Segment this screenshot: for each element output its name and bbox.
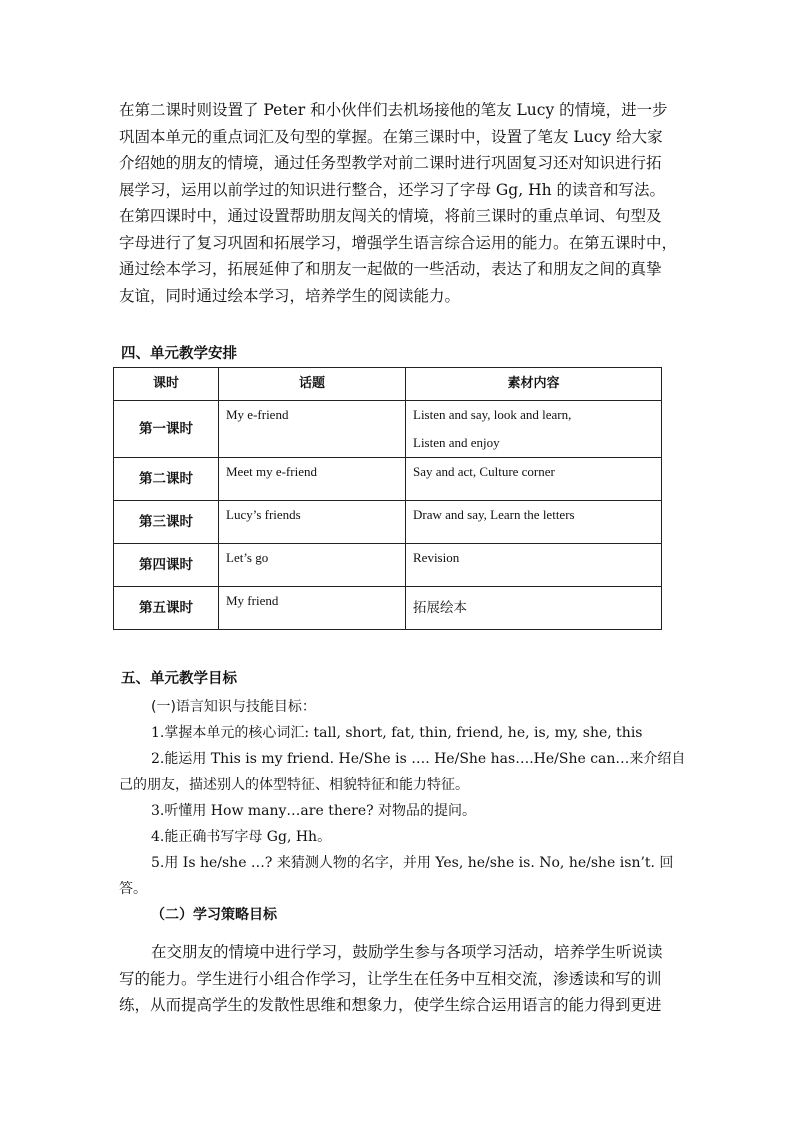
topic-cell: Lucy’s friends (219, 501, 406, 544)
intro-line: 在第四课时中，通过设置帮助朋友闯关的情境，将前三课时的重点单词、句型及 (119, 207, 662, 225)
content-cell: Revision (406, 544, 662, 587)
goal-item: 2.能运用 This is my friend. He/She is …. He/She has….He/She can…来介绍自 (151, 751, 686, 767)
goal-item: 1.掌握本单元的核心词汇: tall, short, fat, thin, friend, he, is, my, she, this (151, 725, 643, 741)
lesson-cell: 第二课时 (114, 458, 219, 501)
goal-item: 4.能正确书写字母 Gg, Hh。 (151, 829, 332, 845)
section5-heading: 五、单元教学目标 (121, 671, 237, 687)
lesson-cell: 第三课时 (114, 501, 219, 544)
intro-paragraph (119, 97, 677, 309)
column-header-topic: 话题 (219, 368, 406, 401)
column-header-content: 素材内容 (406, 368, 662, 401)
strategy-paragraph (119, 939, 677, 1019)
intro-line: 在第二课时则设置了 Peter 和小伙伴们去机场接他的笔友 Lucy 的情境，进一步 (119, 101, 668, 119)
lesson-cell: 第四课时 (114, 544, 219, 587)
goal-item: 5.用 Is he/she …? 来猜测人物的名字，并用 Yes, he/she is. No, he/she isn’t. 回 (151, 855, 674, 871)
strategy-line: 在交朋友的情境中进行学习，鼓励学生参与各项学习活动，培养学生听说读 (151, 943, 663, 961)
table-header-row (114, 368, 662, 401)
table-row (114, 401, 662, 458)
intro-line: 巩固本单元的重点词汇及句型的掌握。在第三课时中，设置了笔友 Lucy 给大家 (119, 127, 663, 146)
topic-cell: Meet my e-friend (219, 458, 406, 501)
topic-cell: My friend (219, 587, 406, 630)
topic-cell: My e-friend (219, 401, 406, 458)
table-row (114, 458, 662, 501)
content-cell: Draw and say, Learn the letters (406, 501, 662, 544)
goals-block (119, 694, 686, 928)
section4-heading: 四、单元教学安排 (121, 346, 237, 362)
strategy-line: 写的能力。学生进行小组合作学习，让学生在任务中互相交流，渗透读和写的训 (119, 969, 662, 988)
lesson-cell: 第一课时 (114, 401, 219, 458)
goal-item-continued: 己的朋友，描述别人的体型特征、相貌特征和能力特征。 (119, 777, 469, 793)
table-row (114, 501, 662, 544)
table-row (114, 544, 662, 587)
content-line: Listen and say, look and learn, (413, 407, 572, 422)
goal-item: 3.听懂用 How many…are there? 对物品的提问。 (151, 803, 477, 819)
lesson-cell: 第五课时 (114, 587, 219, 630)
intro-line: 友谊，同时通过绘本学习，培养学生的阅读能力。 (119, 286, 461, 305)
intro-line: 字母进行了复习巩固和拓展学习，增强学生语言综合运用的能力。在第五课时中， (119, 233, 678, 252)
goal-item-continued: 答。 (119, 881, 147, 897)
table-row (114, 587, 662, 630)
subheading-strategy-goals: （二）学习策略目标 (151, 907, 277, 923)
column-header-lesson: 课时 (114, 368, 219, 401)
intro-line: 介绍她的朋友的情境，通过任务型教学对前二课时进行巩固复习还对知识进行拓 (119, 154, 662, 172)
topic-cell: Let’s go (219, 544, 406, 587)
content-line: Listen and enjoy (413, 435, 500, 450)
content-cell: 拓展绘本 (406, 587, 662, 630)
intro-line: 展学习，运用以前学过的知识进行整合，还学习了字母 Gg, Hh 的读音和写法。 (119, 180, 666, 199)
intro-line: 通过绘本学习，拓展延伸了和朋友一起做的一些活动，表达了和朋友之间的真挚 (119, 260, 662, 278)
content-cell: Say and act, Culture corner (406, 458, 662, 501)
lesson-plan-table (113, 367, 662, 630)
content-cell (406, 401, 662, 458)
subheading-language-goals: (一)语言知识与技能目标： (151, 699, 316, 715)
strategy-line: 练，从而提高学生的发散性思维和想象力，使学生综合运用语言的能力得到更进 (119, 996, 662, 1014)
